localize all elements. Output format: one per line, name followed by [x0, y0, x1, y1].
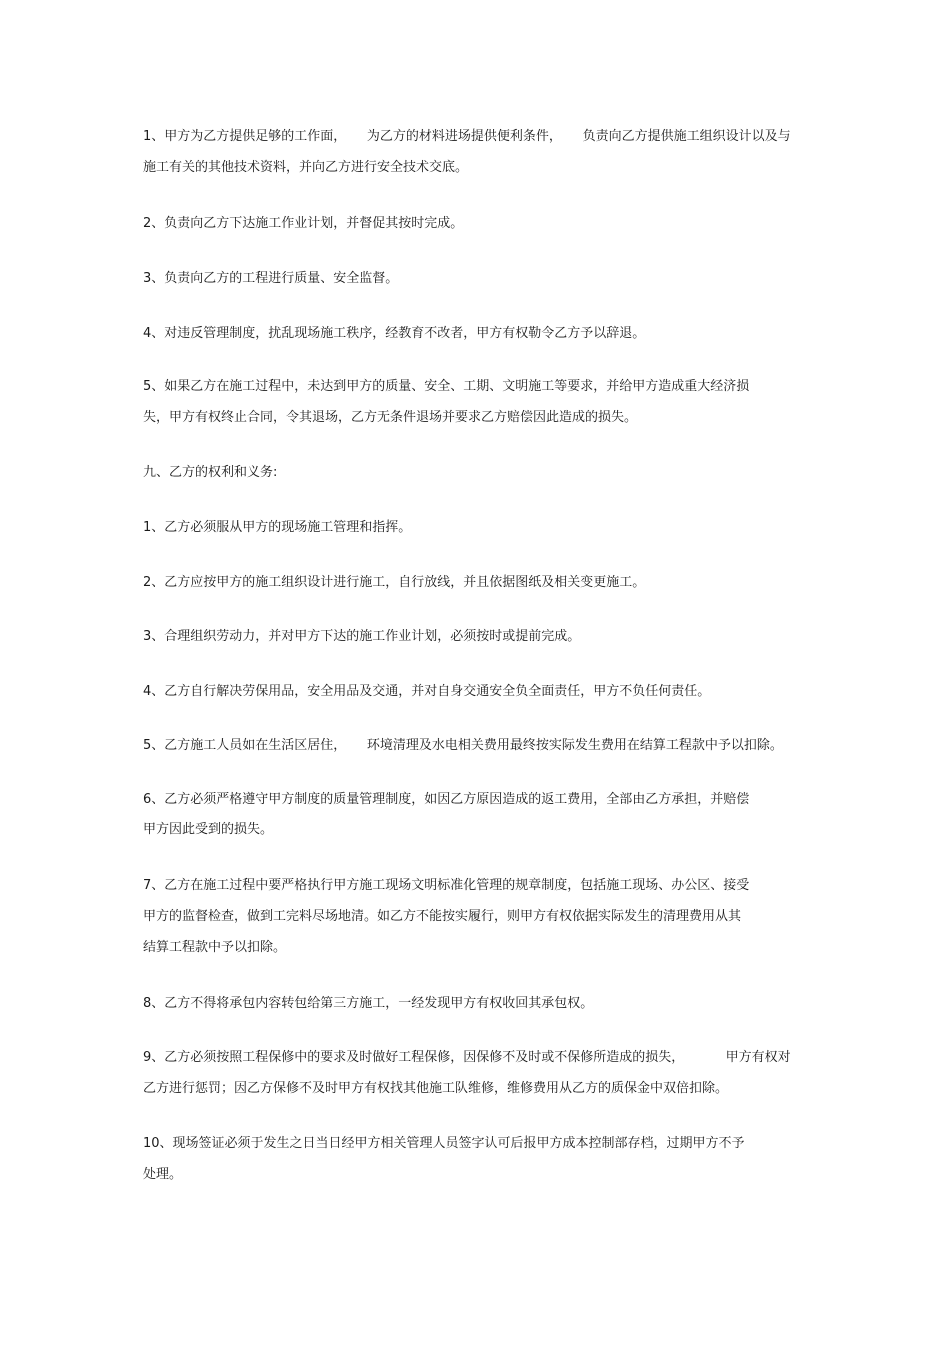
s9-item1: 1、乙方必须服从甲方的现场施工管理和指挥。 [143, 520, 412, 535]
s9-item7-line3: 结算工程款中予以扣除。 [143, 940, 287, 955]
section-heading: 九、乙方的权利和义务: [143, 465, 278, 480]
s9-item10-line1: 10、现场签证必须于发生之日当日经甲方相关管理人员签字认可后报甲方成本控制部存档，过期甲方不予 [143, 1136, 745, 1151]
s9-item9-line1: 9、乙方必须按照工程保修中的要求及时做好工程保修，因保修不及时或不保修所造成的损失， 甲方有权对 [143, 1050, 791, 1065]
p5-line1: 5、如果乙方在施工过程中，未达到甲方的质量、安全、工期、文明施工等要求，并给甲方造成重大经济损 [143, 379, 750, 394]
p2-line1: 2、负责向乙方下达施工作业计划，并督促其按时完成。 [143, 216, 464, 231]
s9-item5: 5、乙方施工人员如在生活区居住， 环境清理及水电相关费用最终按实际发生费用在结算工程款中予以扣除。 [143, 738, 783, 753]
s9-item9-line2: 乙方进行惩罚；因乙方保修不及时甲方有权找其他施工队维修，维修费用从乙方的质保金中双倍扣除。 [143, 1081, 729, 1096]
p3-line1: 3、负责向乙方的工程进行质量、安全监督。 [143, 271, 399, 286]
s9-item7-line2: 甲方的监督检查，做到工完料尽场地清。如乙方不能按实履行，则甲方有权依据实际发生的清理费用从其 [143, 909, 742, 924]
s9-item7-line1: 7、乙方在施工过程中要严格执行甲方施工现场文明标准化管理的规章制度，包括施工现场、办公区、接受 [143, 878, 750, 893]
s9-item2: 2、乙方应按甲方的施工组织设计进行施工，自行放线，并且依据图纸及相关变更施工。 [143, 575, 646, 590]
p1-line2: 施工有关的其他技术资料，并向乙方进行安全技术交底。 [143, 160, 469, 175]
s9-item3: 3、合理组织劳动力，并对甲方下达的施工作业计划，必须按时或提前完成。 [143, 629, 581, 644]
s9-item4: 4、乙方自行解决劳保用品，安全用品及交通，并对自身交通安全负全面责任，甲方不负任何责任。 [143, 684, 711, 699]
p5-line2: 失，甲方有权终止合同，令其退场，乙方无条件退场并要求乙方赔偿因此造成的损失。 [143, 410, 638, 425]
p1-line1: 1、甲方为乙方提供足够的工作面， 为乙方的材料进场提供便利条件， 负责向乙方提供施工组织设计以及与 [143, 129, 791, 144]
s9-item8: 8、乙方不得将承包内容转包给第三方施工，一经发现甲方有权收回其承包权。 [143, 996, 594, 1011]
s9-item6-line2: 甲方因此受到的损失。 [143, 822, 274, 837]
p4-line1: 4、对违反管理制度，扰乱现场施工秩序，经教育不改者，甲方有权勒令乙方予以辞退。 [143, 326, 646, 341]
s9-item10-line2: 处理。 [143, 1167, 183, 1182]
s9-item6-line1: 6、乙方必须严格遵守甲方制度的质量管理制度，如因乙方原因造成的返工费用，全部由乙方承担，并赔偿 [143, 792, 750, 807]
